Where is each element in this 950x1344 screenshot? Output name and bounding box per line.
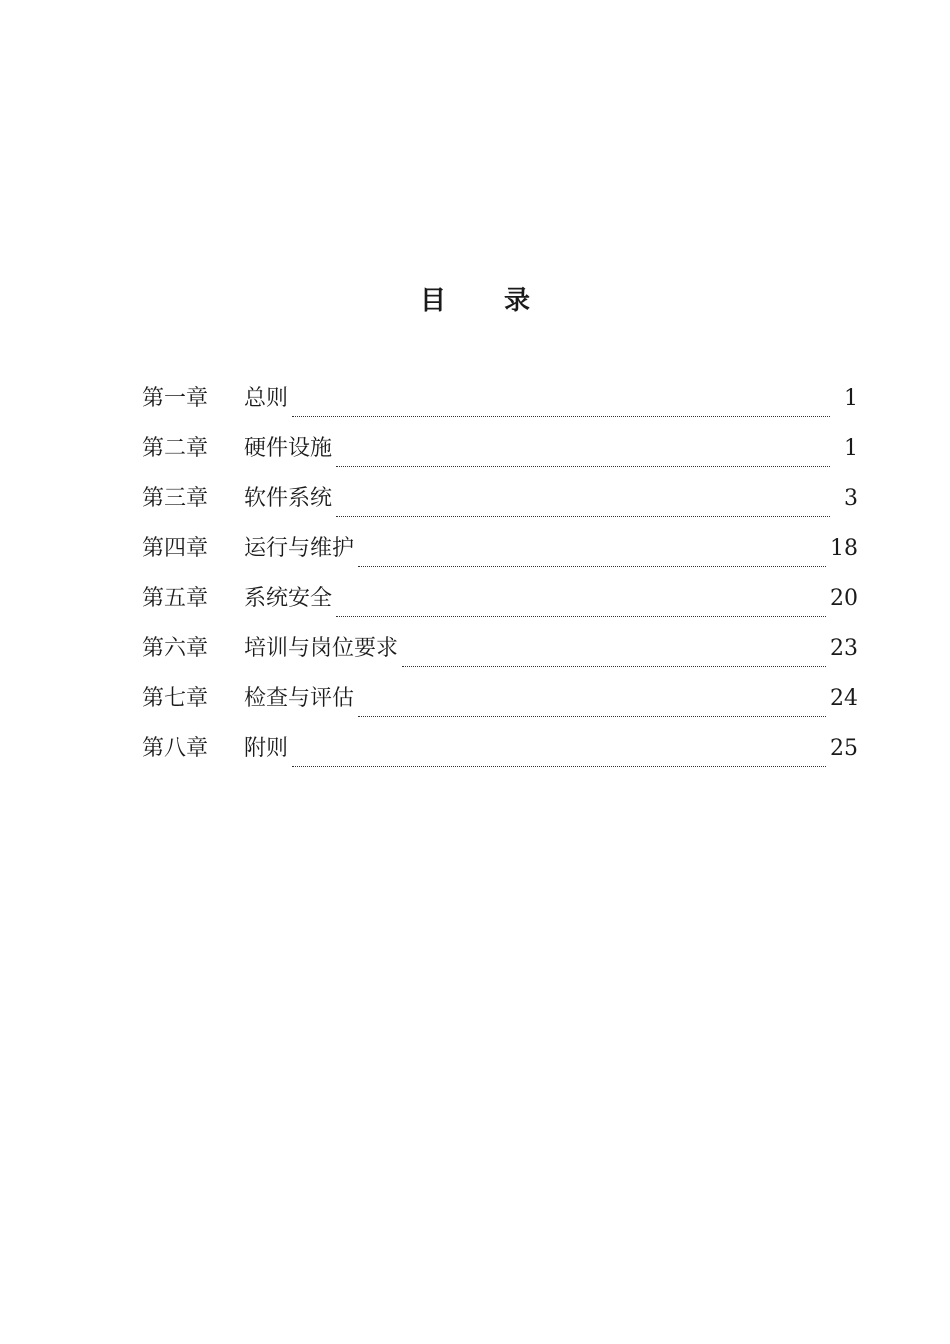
chapter-title: 运行与维护 — [244, 536, 355, 561]
toc-entry-4[interactable] — [142, 528, 858, 578]
chapter-title: 软件系统 — [244, 486, 333, 511]
toc-entry-1[interactable] — [142, 378, 858, 428]
page-number: 24 — [830, 686, 858, 711]
toc-entry-2[interactable] — [142, 428, 858, 478]
page-number: 3 — [844, 486, 858, 511]
chapter-title: 培训与岗位要求 — [244, 636, 399, 661]
chapter-number: 第六章 — [142, 636, 209, 661]
chapter-number: 第一章 — [142, 386, 209, 411]
page-number: 18 — [830, 536, 858, 561]
dot-leader — [402, 628, 826, 667]
toc-heading-char-2: 录 — [504, 286, 531, 316]
chapter-title: 系统安全 — [244, 586, 333, 611]
chapter-title: 附则 — [244, 736, 289, 761]
chapter-title: 硬件设施 — [244, 436, 333, 461]
page-number: 1 — [844, 386, 858, 411]
dot-leader — [358, 528, 826, 567]
dot-leader — [358, 678, 826, 717]
toc-entry-7[interactable] — [142, 678, 858, 728]
dot-leader — [336, 428, 830, 467]
page-number: 1 — [844, 436, 858, 461]
toc-heading-char-1: 目 — [419, 286, 446, 316]
dot-leader — [336, 578, 826, 617]
chapter-title: 检查与评估 — [244, 686, 355, 711]
chapter-number: 第三章 — [142, 486, 209, 511]
chapter-number: 第八章 — [142, 736, 209, 761]
chapter-number: 第四章 — [142, 536, 209, 561]
toc-entry-6[interactable] — [142, 628, 858, 678]
chapter-number: 第二章 — [142, 436, 209, 461]
dot-leader — [292, 728, 826, 767]
page-number: 20 — [830, 586, 858, 611]
dot-leader — [336, 478, 830, 517]
table-of-contents — [142, 378, 858, 778]
dot-leader — [292, 378, 830, 417]
chapter-title: 总则 — [244, 386, 289, 411]
page-number: 25 — [830, 736, 858, 761]
toc-entry-3[interactable] — [142, 478, 858, 528]
toc-entry-8[interactable] — [142, 728, 858, 778]
toc-entry-5[interactable] — [142, 578, 858, 628]
chapter-number: 第五章 — [142, 586, 209, 611]
toc-heading — [0, 280, 950, 317]
page-number: 23 — [830, 636, 858, 661]
chapter-number: 第七章 — [142, 686, 209, 711]
